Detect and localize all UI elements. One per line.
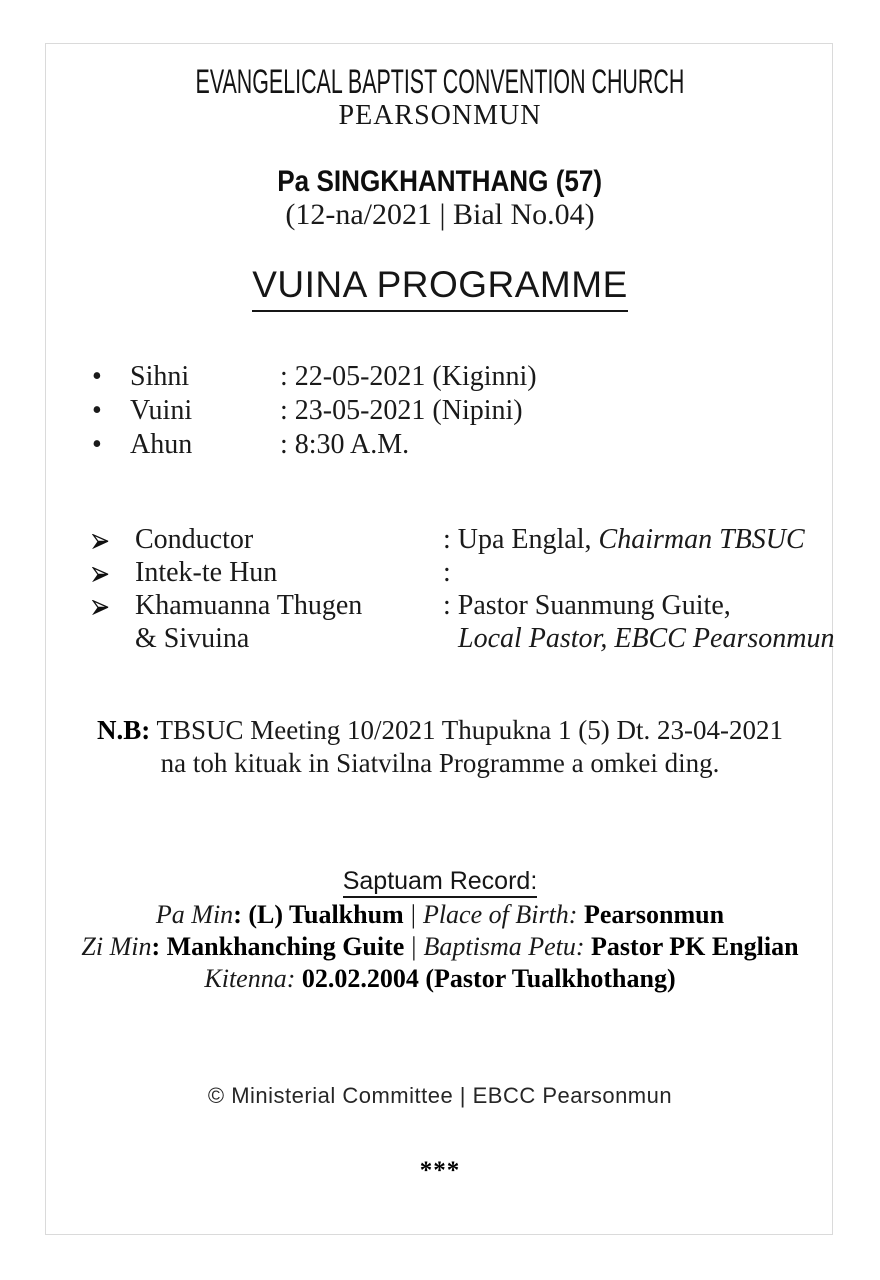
record-label: Zi Min [81,932,152,961]
assignment-label: Conductor [135,524,254,555]
record-line [0,899,880,931]
record-label: Place of Birth: [422,900,578,929]
bullet-icon: • [92,361,102,392]
record-label: Pa Min [155,900,234,929]
programme-title [0,265,880,312]
assignment-value: : [443,557,451,588]
record-value: Pastor PK Englian [584,932,799,961]
assignment-label: & Sivuina [135,623,250,654]
record-label: Kitenna: [204,964,296,993]
record-heading-text: Saptuam Record: [343,868,538,898]
bullet-icon: • [92,429,102,460]
schedule-value: : 8:30 A.M. [280,429,410,460]
schedule-label: Ahun [130,429,193,460]
assignment-label: Intek-te Hun [135,557,278,588]
note-prefix: N.B: [97,715,151,745]
schedule-list [92,360,537,462]
bullet-icon: • [92,395,102,426]
record-value: : (L) Tualkhum [233,900,404,929]
record-block [0,899,880,995]
note-line-1 [0,714,880,747]
programme-title-text: VUINA PROGRAMME [252,265,628,312]
arrow-bullet-icon [92,523,135,556]
assignments-list [92,523,834,655]
church-location: PEARSONMUN [338,100,542,131]
assignment-row [92,556,834,589]
record-line [0,963,880,995]
footer-credit: © Ministerial Committee | EBCC Pearsonmun [207,1083,673,1108]
assignment-value-italic: Chairman TBSUC [598,524,805,555]
assignment-label: Khamuanna Thugen [135,590,363,621]
assignment-value: : Upa Englal, [443,524,599,555]
schedule-value: : 23-05-2021 (Nipini) [280,395,523,426]
arrow-bullet-icon [92,556,135,589]
record-value: : Mankhanching Guite [151,932,405,961]
reference-line: (12-na/2021 | Bial No.04) [285,198,595,231]
schedule-row [92,394,537,428]
end-mark: *** [419,1157,461,1184]
record-separator: | [410,900,416,929]
assignment-row [92,523,834,556]
assignment-row [92,622,834,655]
record-value: 02.02.2004 (Pastor Tualkhothang) [295,964,676,993]
deceased-name [0,166,880,198]
schedule-label: Sihni [130,361,190,392]
assignment-row [92,589,834,622]
church-name [0,65,880,99]
deceased-name-text: Pa SINGKHANTHANG (57) [277,165,603,198]
record-value: Pearsonmun [577,900,725,929]
note-line-1-text: TBSUC Meeting 10/2021 Thupukna 1 (5) Dt. 23-04-2021 [150,715,783,745]
schedule-value: : 22-05-2021 (Kiginni) [280,361,537,392]
assignment-value-italic: Local Pastor, EBCC Pearsonmun [458,623,835,654]
record-separator: | [411,932,417,961]
schedule-row [92,360,537,394]
schedule-row [92,428,537,462]
arrow-bullet-icon [92,589,135,622]
record-line [0,931,880,963]
note-block [0,714,880,780]
record-label: Baptisma Petu: [423,932,585,961]
record-heading [0,868,880,898]
assignment-value: : Pastor Suanmung Guite, [443,590,731,621]
church-name-text: EVANGELICAL BAPTIST CONVENTION CHURCH [195,63,685,101]
note-line-2: na toh kituak in Siatvilna Programme a omkei ding. [160,748,720,778]
schedule-label: Vuini [130,395,193,426]
